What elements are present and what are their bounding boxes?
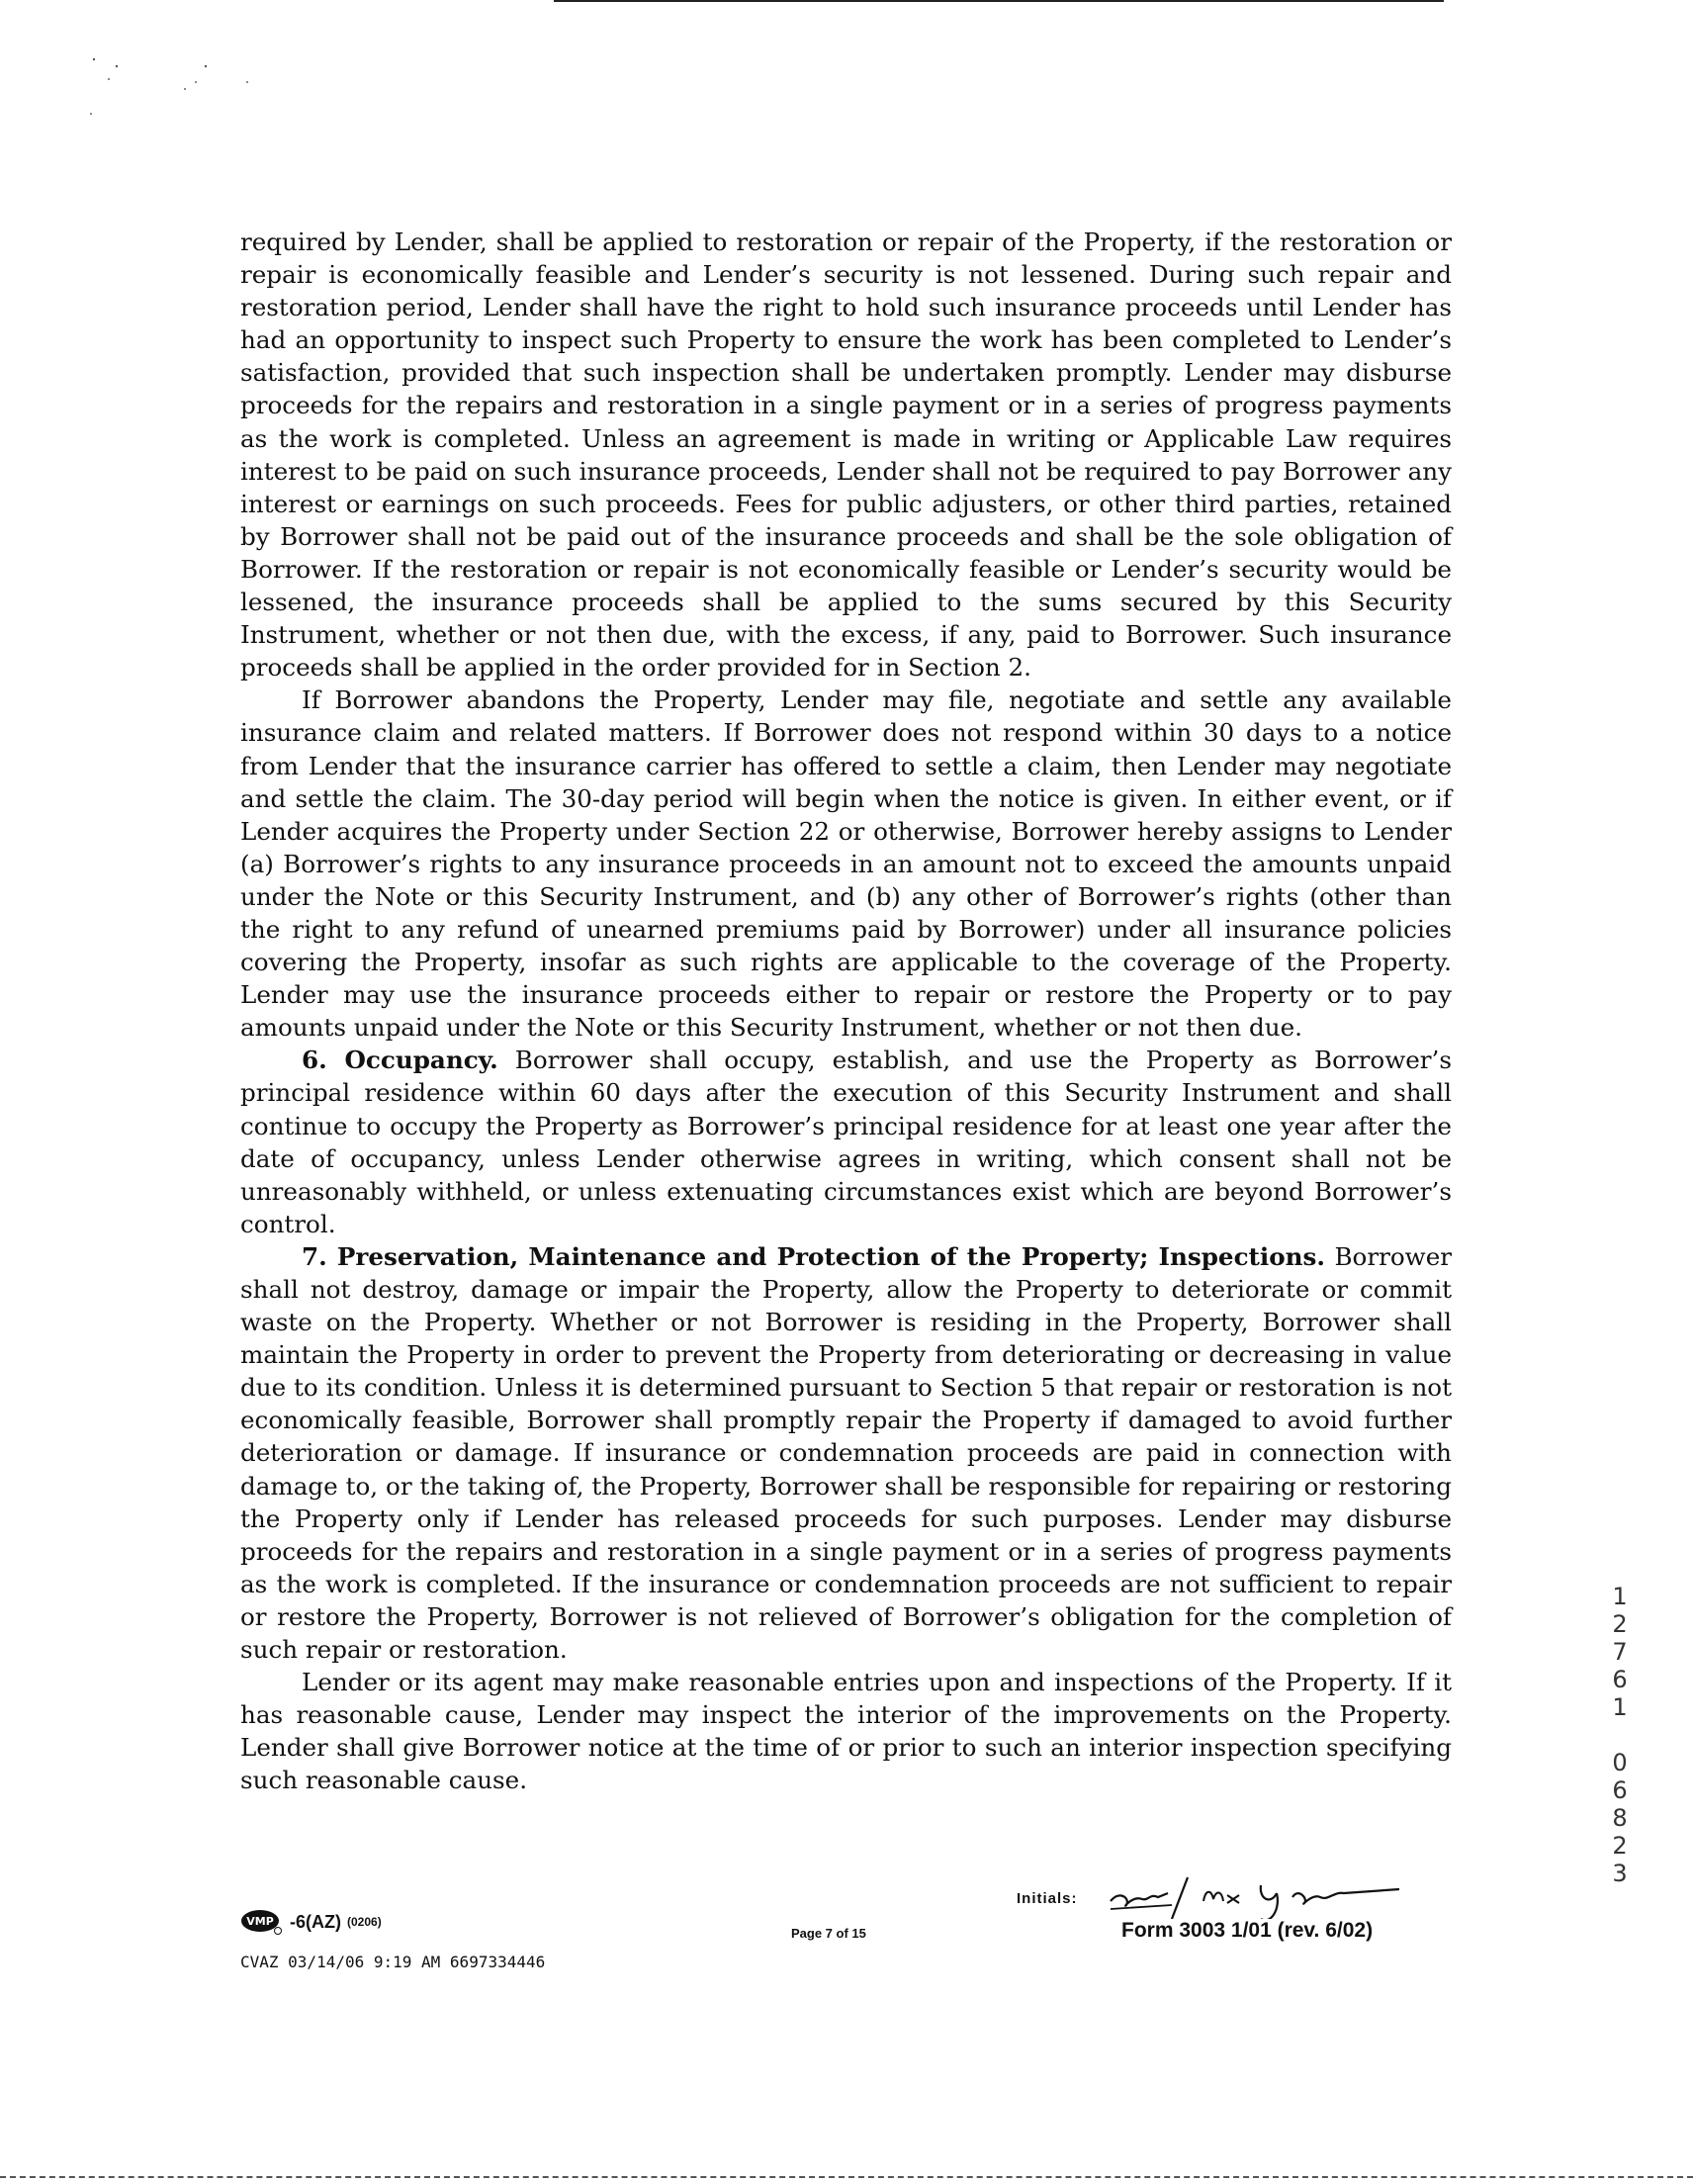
section-7-text: Borrower shall not destroy, damage or impair the Property, allow the Property to deteriorate or commit waste on the Property. Whether or not Borrower is residing in the Property, Borrower shall maintain the Property in order to prevent the Property from deteriorating or decreasing in value due to its condition. Unless it is determined pursuant to Section 5 that repair or restoration is not economically feasible, Borrower shall promptly repair the Property if damaged to avoid further deterioration or damage. If insurance or condemnation proceeds are paid in connection with damage to, or the taking of, the Property, Borrower shall be responsible for repairing or restoring the Property only if Lender has released proceeds for such purposes. Lender may disburse proceeds for the repairs and restoration in a single payment or in a series of progress payments as the work is completed. If the insurance or condemnation proceeds are not sufficient to repair or restore the Property, Borrower is not relieved of Borrower’s obligation for the completion of such repair or restoration. xyxy=(240,1241,1452,1665)
stamp-digit: 3 xyxy=(1612,1860,1628,1887)
initials-signature xyxy=(1103,1860,1419,1919)
form-code-small: (0206) xyxy=(347,1915,382,1929)
side-recording-number xyxy=(1608,1583,1632,1887)
form-code: -6(AZ) xyxy=(290,1911,341,1932)
top-scan-line xyxy=(554,0,1444,2)
stamp-digit: 0 xyxy=(1612,1749,1628,1776)
paragraph-abandonment: If Borrower abandons the Property, Lender may file, negotiate and settle any available insurance claim and related matters. If Borrower does not respond within 30 days to a notice from Lender that the insurance carrier has offered to settle a claim, then Lender may negotiate and settle the claim. The 30-day period will begin when the notice is given. In either event, or if Lender acquires the Property under Section 22 or otherwise, Borrower hereby assigns to Lender (a) Borrower’s rights to any insurance proceeds in an amount not to exceed the amounts unpaid under the Note or this Security Instrument, and (b) any other of Borrower’s rights (other than the right to any refund of unearned premiums paid by Borrower) under all insurance policies covering the Property, insofar as such rights are applicable to the coverage of the Property. Lender may use the insurance proceeds either to repair or restore the Property or to pay amounts unpaid under the Note or this Security Instrument, whether or not then due. xyxy=(240,685,1452,1043)
stamp-digit: 2 xyxy=(1612,1610,1628,1638)
scan-specks xyxy=(89,54,287,124)
form-logo xyxy=(240,1909,382,1935)
paragraph-occupancy xyxy=(240,1044,1452,1240)
section-7-heading: 7. Preservation, Maintenance and Protection of the Property; Inspections. xyxy=(302,1241,1325,1271)
paragraph-preservation xyxy=(240,1240,1452,1666)
cvaz-line: CVAZ 03/14/06 9:19 AM 6697334446 xyxy=(240,1953,546,1971)
section-6-text: Borrower shall occupy, establish, and use the Property as Borrower’s principal residence within 60 days after the execution of this Security Instrument and shall continue to occupy the Property as Borrower’s principal residence for at least one year after the date of occupancy, unless Lender otherwise agrees in writing, which consent shall not be unreasonably withheld, or unless extenuating circumstances exist which are beyond Borrower’s control. xyxy=(240,1046,1452,1238)
stamp-digit: 6 xyxy=(1612,1776,1628,1804)
paragraph-insurance-restoration: required by Lender, shall be applied to restoration or repair of the Property, if the restoration or repair is economically feasible and Lender’s security is not lessened. During such repair and restoration period, Lender shall have the right to hold such insurance proceeds until Lender has had an opportunity to inspect such Property to ensure the work has been completed to Lender’s satisfaction, provided that such inspection shall be undertaken promptly. Lender may disburse proceeds for the repairs and restoration in a single payment or in a series of progress payments as the work is completed. Unless an agreement is made in writing or Applicable Law requires interest to be paid on such insurance proceeds, Lender shall not be required to pay Borrower any interest or earnings on such proceeds. Fees for public adjusters, or other third parties, retained by Borrower shall not be paid out of the insurance proceeds and shall be the sole obligation of Borrower. If the restoration or repair is not economically feasible or Lender’s security would be lessened, the insurance proceeds shall be applied to the sums secured by this Security Instrument, whether or not then due, with the excess, if any, paid to Borrower. Such insurance proceeds shall be applied in the order provided for in Section 2. xyxy=(240,228,1452,682)
stamp-digit: 8 xyxy=(1612,1804,1628,1832)
stamp-digit: 6 xyxy=(1612,1666,1628,1693)
paragraph-inspections: Lender or its agent may make reasonable entries upon and inspections of the Property. If it has reasonable cause, Lender may inspect the interior of the improvements on the Property. Lender shall give Borrower notice at the time of or prior to such an interior inspection specifying such reasonable cause. xyxy=(240,1668,1452,1795)
section-6-heading: 6. Occupancy. xyxy=(302,1046,498,1075)
bottom-scan-line xyxy=(0,2176,1693,2178)
stamp-digit: 1 xyxy=(1612,1693,1628,1721)
svg-text:VMP: VMP xyxy=(246,1915,274,1928)
vmp-logo-icon xyxy=(240,1909,284,1935)
document-body xyxy=(240,226,1452,1797)
form-reference: Form 3003 1/01 (rev. 6/02) xyxy=(1121,1919,1374,1942)
stamp-digit: 2 xyxy=(1612,1832,1628,1860)
initials-label: Initials: xyxy=(1017,1890,1078,1907)
stamp-digit: 1 xyxy=(1612,1583,1628,1610)
page-number: Page 7 of 15 xyxy=(791,1926,866,1941)
stamp-digit: 7 xyxy=(1612,1638,1628,1666)
